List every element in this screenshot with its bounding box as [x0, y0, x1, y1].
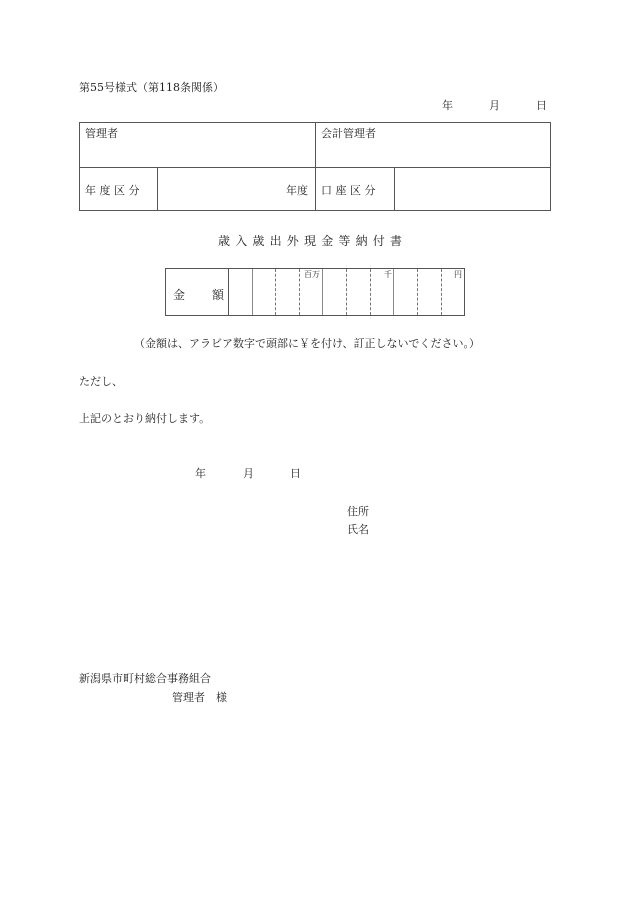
addressee-recipient: 管理者 様: [172, 691, 227, 704]
unit-yen: 円: [454, 270, 462, 279]
date-top-month-label: 月: [489, 99, 500, 112]
header-table-year-divider: [157, 167, 158, 210]
digit-cell[interactable]: [300, 281, 322, 311]
digit-cell[interactable]: [323, 281, 345, 311]
amount-table: [165, 268, 465, 316]
digit-cell[interactable]: [347, 281, 369, 311]
digit-cell[interactable]: [253, 281, 275, 311]
account-division-field[interactable]: [399, 175, 549, 205]
manager-label: 管理者: [85, 127, 118, 140]
address-label: 住所: [347, 505, 369, 518]
addressee-organization: 新潟県市町村総合事務組合: [79, 672, 211, 685]
fiscal-year-field[interactable]: [162, 175, 282, 205]
fiscal-year-division-label: 年 度 区 分: [85, 184, 140, 197]
amount-instruction-note: （金額は、アラビア数字で頭部に￥を付け、訂正しないでください。）: [134, 337, 481, 350]
date-mid-year-label: 年: [195, 467, 206, 480]
accounting-manager-field[interactable]: [321, 145, 546, 163]
payment-statement: 上記のとおり納付します。: [79, 412, 211, 425]
date-mid-month-label: 月: [243, 467, 254, 480]
date-mid-day-label: 日: [290, 467, 301, 480]
amount-label-gaku: 額: [212, 288, 225, 302]
form-number: 第55号様式（第118条関係）: [79, 81, 224, 94]
digit-cell[interactable]: [442, 281, 464, 311]
header-table-account-divider: [394, 167, 395, 210]
accounting-manager-label: 会計管理者: [321, 127, 376, 140]
digit-cell[interactable]: [418, 281, 440, 311]
unit-thousand: 千: [384, 270, 392, 279]
account-division-label: 口 座 区 分: [321, 184, 376, 197]
amount-label-kin: 金: [173, 288, 186, 302]
date-top-year-label: 年: [442, 99, 453, 112]
unit-million: 百万: [304, 270, 320, 279]
manager-field[interactable]: [85, 145, 310, 163]
date-top-day-label: 日: [536, 99, 547, 112]
digit-cell[interactable]: [229, 281, 251, 311]
header-table-center-divider: [315, 123, 316, 210]
fiscal-year-suffix: 年度: [286, 184, 308, 197]
document-title: 歳入歳出外現金等納付書: [218, 234, 408, 248]
proviso-text: ただし、: [79, 375, 123, 388]
digit-cell[interactable]: [371, 281, 393, 311]
digit-cell[interactable]: [394, 281, 416, 311]
header-table: [79, 122, 551, 211]
name-label: 氏名: [347, 523, 369, 536]
digit-cell[interactable]: [276, 281, 298, 311]
